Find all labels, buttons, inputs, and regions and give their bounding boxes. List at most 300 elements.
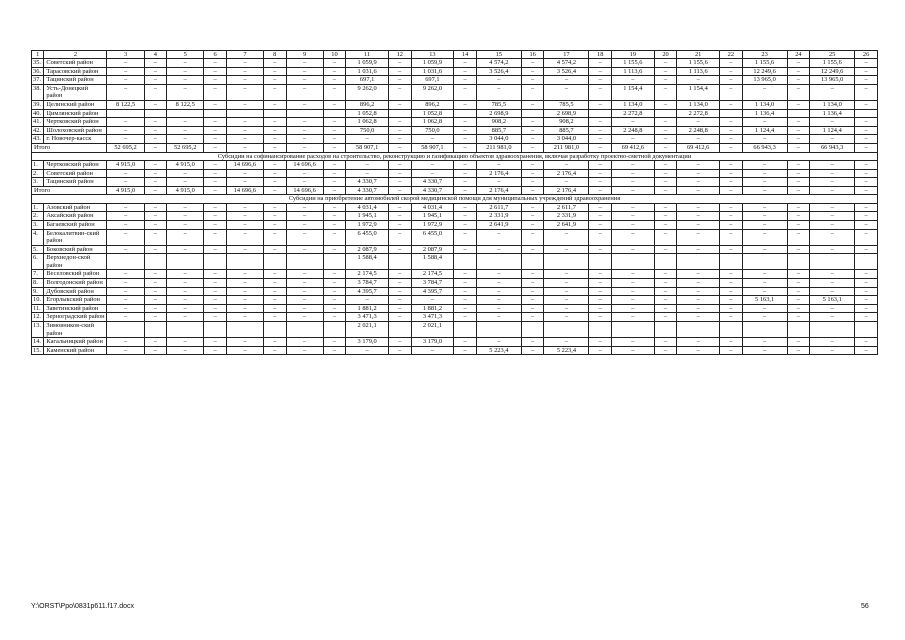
value-cell: 750,0 <box>411 126 454 135</box>
value-cell: – <box>107 346 144 355</box>
value-cell: – <box>720 245 743 254</box>
value-cell: – <box>226 346 263 355</box>
table-row <box>32 100 878 109</box>
value-cell: – <box>167 118 204 127</box>
value-cell <box>204 254 227 270</box>
total-row <box>32 143 878 152</box>
table-row <box>32 84 878 100</box>
value-cell: – <box>167 296 204 305</box>
value-cell: 896,2 <box>411 100 454 109</box>
value-cell <box>544 254 589 270</box>
value-cell: – <box>454 245 477 254</box>
value-cell: – <box>167 279 204 288</box>
value-cell: – <box>144 59 167 68</box>
row-number: 14. <box>32 338 44 347</box>
district-name: Усть-Донецкий район <box>44 84 107 100</box>
value-cell: 1 881,2 <box>411 304 454 313</box>
value-cell: – <box>323 287 346 296</box>
value-cell: – <box>720 100 743 109</box>
row-number: 2. <box>32 169 44 178</box>
value-cell: – <box>855 229 878 245</box>
value-cell: – <box>855 59 878 68</box>
value-cell: – <box>611 76 654 85</box>
table-row <box>32 203 878 212</box>
value-cell: 2 176,4 <box>544 186 589 195</box>
value-cell: – <box>264 126 287 135</box>
value-cell: – <box>787 100 810 109</box>
value-cell: – <box>521 279 544 288</box>
value-cell: – <box>204 212 227 221</box>
value-cell: – <box>544 304 589 313</box>
value-cell: – <box>346 160 389 169</box>
value-cell: – <box>742 212 787 221</box>
value-cell: – <box>226 338 263 347</box>
value-cell: – <box>389 178 412 187</box>
value-cell: – <box>742 178 787 187</box>
value-cell: – <box>264 67 287 76</box>
value-cell: – <box>589 287 612 296</box>
value-cell: – <box>855 100 878 109</box>
value-cell: – <box>454 313 477 322</box>
table-row <box>32 118 878 127</box>
value-cell: – <box>389 67 412 76</box>
value-cell <box>810 254 855 270</box>
value-cell: – <box>204 135 227 144</box>
value-cell: 1 155,6 <box>810 59 855 68</box>
value-cell: – <box>589 67 612 76</box>
value-cell: – <box>323 169 346 178</box>
value-cell: – <box>323 160 346 169</box>
value-cell: 2 248,8 <box>611 126 654 135</box>
value-cell: – <box>810 135 855 144</box>
value-cell: – <box>454 186 477 195</box>
value-cell: – <box>226 203 263 212</box>
value-cell: – <box>787 135 810 144</box>
table-row <box>32 76 878 85</box>
value-cell: – <box>677 178 720 187</box>
value-cell: – <box>389 346 412 355</box>
value-cell: – <box>787 118 810 127</box>
value-cell: – <box>264 296 287 305</box>
value-cell <box>544 322 589 338</box>
value-cell: – <box>787 169 810 178</box>
row-number: 2. <box>32 212 44 221</box>
value-cell <box>389 254 412 270</box>
value-cell <box>286 322 323 338</box>
value-cell: – <box>226 287 263 296</box>
value-cell: – <box>226 296 263 305</box>
value-cell: – <box>389 270 412 279</box>
value-cell: – <box>454 279 477 288</box>
value-cell: – <box>810 346 855 355</box>
value-cell: – <box>787 296 810 305</box>
value-cell: – <box>167 59 204 68</box>
value-cell: – <box>454 212 477 221</box>
value-cell: – <box>742 169 787 178</box>
value-cell: – <box>654 186 677 195</box>
value-cell: 2 272,8 <box>611 109 654 118</box>
value-cell: – <box>389 313 412 322</box>
value-cell: – <box>654 220 677 229</box>
value-cell: – <box>787 203 810 212</box>
value-cell: – <box>720 212 743 221</box>
value-cell: 6 455,0 <box>411 229 454 245</box>
value-cell: 5 223,4 <box>544 346 589 355</box>
value-cell: – <box>389 84 412 100</box>
value-cell: – <box>144 143 167 152</box>
value-cell: 2 176,4 <box>476 169 521 178</box>
value-cell: – <box>589 84 612 100</box>
value-cell: – <box>286 169 323 178</box>
value-cell: – <box>346 296 389 305</box>
value-cell <box>521 322 544 338</box>
value-cell <box>167 109 204 118</box>
value-cell: – <box>411 346 454 355</box>
district-name: Чертковский район <box>44 160 107 169</box>
value-cell: – <box>454 346 477 355</box>
value-cell: – <box>787 287 810 296</box>
value-cell: – <box>742 270 787 279</box>
value-cell <box>323 254 346 270</box>
column-number-header: 25 <box>810 51 855 59</box>
value-cell: – <box>589 270 612 279</box>
value-cell: 5 163,1 <box>810 296 855 305</box>
value-cell <box>323 322 346 338</box>
value-cell: – <box>787 84 810 100</box>
district-name: Волгодонский район <box>44 279 107 288</box>
value-cell: – <box>107 169 144 178</box>
value-cell: – <box>411 169 454 178</box>
value-cell <box>107 322 144 338</box>
footer-page-number: 56 <box>861 603 869 610</box>
row-number: 10. <box>32 296 44 305</box>
value-cell: 1 588,4 <box>411 254 454 270</box>
value-cell: – <box>654 100 677 109</box>
value-cell: – <box>144 229 167 245</box>
value-cell: 1 031,6 <box>346 67 389 76</box>
value-cell: – <box>286 296 323 305</box>
row-number: 6. <box>32 254 44 270</box>
value-cell: – <box>323 59 346 68</box>
value-cell: – <box>144 270 167 279</box>
value-cell: – <box>654 296 677 305</box>
value-cell: – <box>167 346 204 355</box>
value-cell <box>654 322 677 338</box>
value-cell: – <box>810 118 855 127</box>
value-cell: – <box>544 229 589 245</box>
value-cell: – <box>107 229 144 245</box>
value-cell: – <box>521 186 544 195</box>
value-cell: – <box>454 229 477 245</box>
value-cell: – <box>346 169 389 178</box>
value-cell: – <box>611 229 654 245</box>
value-cell: – <box>476 279 521 288</box>
value-cell: – <box>204 186 227 195</box>
value-cell: – <box>677 229 720 245</box>
district-name: Зерноградский район <box>44 313 107 322</box>
value-cell: 785,5 <box>544 100 589 109</box>
value-cell: – <box>654 84 677 100</box>
district-name: Шолоховский район <box>44 126 107 135</box>
section-heading-row <box>32 195 878 203</box>
value-cell: – <box>323 100 346 109</box>
value-cell: – <box>144 126 167 135</box>
value-cell: 1 972,9 <box>346 220 389 229</box>
value-cell: – <box>389 296 412 305</box>
value-cell: 1 972,9 <box>411 220 454 229</box>
value-cell: – <box>810 186 855 195</box>
value-cell: – <box>454 135 477 144</box>
value-cell: – <box>855 212 878 221</box>
value-cell: 66 943,3 <box>742 143 787 152</box>
value-cell <box>167 254 204 270</box>
value-cell: – <box>742 346 787 355</box>
value-cell <box>286 109 323 118</box>
value-cell <box>677 322 720 338</box>
value-cell: 2 248,8 <box>677 126 720 135</box>
value-cell: – <box>144 338 167 347</box>
column-number-header: 12 <box>389 51 412 59</box>
row-number: 40. <box>32 109 44 118</box>
value-cell: – <box>589 304 612 313</box>
table-row <box>32 126 878 135</box>
value-cell: – <box>107 245 144 254</box>
value-cell: 2 087,9 <box>411 245 454 254</box>
value-cell: – <box>855 338 878 347</box>
district-name: Кагальницкий район <box>44 338 107 347</box>
value-cell: – <box>346 346 389 355</box>
value-cell: 3 179,0 <box>346 338 389 347</box>
value-cell: – <box>787 126 810 135</box>
value-cell: – <box>855 220 878 229</box>
value-cell: – <box>107 296 144 305</box>
table-row <box>32 160 878 169</box>
value-cell: – <box>144 169 167 178</box>
value-cell: 908,2 <box>476 118 521 127</box>
value-cell: 2 331,9 <box>476 212 521 221</box>
value-cell: – <box>855 169 878 178</box>
value-cell: – <box>204 304 227 313</box>
value-cell: – <box>521 100 544 109</box>
value-cell: 2 174,5 <box>346 270 389 279</box>
table-row <box>32 67 878 76</box>
value-cell: – <box>286 287 323 296</box>
value-cell: – <box>855 126 878 135</box>
value-cell: – <box>677 160 720 169</box>
value-cell: – <box>264 59 287 68</box>
value-cell: – <box>720 279 743 288</box>
value-cell: – <box>855 304 878 313</box>
value-cell: – <box>476 287 521 296</box>
value-cell: 3 044,0 <box>544 135 589 144</box>
value-cell: – <box>389 245 412 254</box>
column-number-header: 18 <box>589 51 612 59</box>
column-number-header: 11 <box>346 51 389 59</box>
value-cell: – <box>144 160 167 169</box>
column-number-header: 10 <box>323 51 346 59</box>
value-cell <box>264 254 287 270</box>
value-cell: – <box>144 212 167 221</box>
value-cell: – <box>787 270 810 279</box>
value-cell: – <box>323 304 346 313</box>
row-number: 9. <box>32 287 44 296</box>
value-cell: – <box>589 100 612 109</box>
value-cell: – <box>286 212 323 221</box>
value-cell <box>144 109 167 118</box>
value-cell: – <box>323 229 346 245</box>
value-cell: – <box>411 296 454 305</box>
value-cell: – <box>454 59 477 68</box>
row-number: 15. <box>32 346 44 355</box>
table-row <box>32 296 878 305</box>
value-cell: 2 331,9 <box>544 212 589 221</box>
value-cell <box>144 322 167 338</box>
value-cell: – <box>144 100 167 109</box>
value-cell: – <box>107 304 144 313</box>
value-cell: – <box>204 229 227 245</box>
value-cell: – <box>654 346 677 355</box>
value-cell: – <box>611 270 654 279</box>
value-cell: – <box>144 135 167 144</box>
value-cell: – <box>810 84 855 100</box>
value-cell: – <box>720 346 743 355</box>
value-cell: 1 154,4 <box>677 84 720 100</box>
table-row <box>32 279 878 288</box>
value-cell: – <box>107 220 144 229</box>
district-name: Целинский район <box>44 100 107 109</box>
value-cell: – <box>855 76 878 85</box>
value-cell: 3 784,7 <box>346 279 389 288</box>
value-cell: – <box>204 67 227 76</box>
value-cell <box>389 322 412 338</box>
column-number-header: 1 <box>32 51 44 59</box>
value-cell: – <box>810 270 855 279</box>
value-cell: – <box>742 160 787 169</box>
value-cell: – <box>742 203 787 212</box>
value-cell: – <box>810 245 855 254</box>
value-cell <box>720 254 743 270</box>
value-cell: 1 134,0 <box>742 100 787 109</box>
value-cell: 52 695,2 <box>107 143 144 152</box>
value-cell: – <box>855 118 878 127</box>
row-number: 36. <box>32 67 44 76</box>
table-row <box>32 178 878 187</box>
value-cell: – <box>286 100 323 109</box>
value-cell: 13 965,0 <box>742 76 787 85</box>
value-cell: – <box>107 76 144 85</box>
value-cell: – <box>107 126 144 135</box>
value-cell: – <box>226 212 263 221</box>
value-cell: – <box>654 178 677 187</box>
value-cell: 1 134,0 <box>677 100 720 109</box>
value-cell: – <box>454 76 477 85</box>
row-number: 3. <box>32 220 44 229</box>
value-cell: – <box>611 135 654 144</box>
value-cell: – <box>544 76 589 85</box>
value-cell: – <box>226 118 263 127</box>
value-cell: – <box>787 279 810 288</box>
value-cell <box>787 109 810 118</box>
value-cell: – <box>264 279 287 288</box>
value-cell: – <box>323 76 346 85</box>
table-row <box>32 287 878 296</box>
value-cell: – <box>855 296 878 305</box>
value-cell: – <box>611 118 654 127</box>
value-cell: 14 696,6 <box>286 186 323 195</box>
column-number-header: 4 <box>144 51 167 59</box>
value-cell: – <box>226 67 263 76</box>
value-cell: – <box>787 245 810 254</box>
value-cell: – <box>454 126 477 135</box>
value-cell: – <box>810 178 855 187</box>
row-number: 43. <box>32 135 44 144</box>
value-cell: – <box>144 304 167 313</box>
value-cell <box>107 254 144 270</box>
value-cell <box>611 322 654 338</box>
column-number-header: 22 <box>720 51 743 59</box>
value-cell: – <box>226 229 263 245</box>
value-cell: – <box>107 203 144 212</box>
value-cell: – <box>521 296 544 305</box>
value-cell: – <box>611 203 654 212</box>
column-number-header: 19 <box>611 51 654 59</box>
table-row <box>32 270 878 279</box>
value-cell <box>389 109 412 118</box>
value-cell: – <box>454 169 477 178</box>
column-number-header: 13 <box>411 51 454 59</box>
value-cell: – <box>476 178 521 187</box>
value-cell: – <box>107 84 144 100</box>
value-cell <box>720 109 743 118</box>
value-cell: – <box>589 135 612 144</box>
value-cell: 69 412,6 <box>677 143 720 152</box>
value-cell: – <box>323 135 346 144</box>
value-cell: – <box>144 76 167 85</box>
value-cell: – <box>720 338 743 347</box>
value-cell: 885,7 <box>476 126 521 135</box>
value-cell: – <box>787 160 810 169</box>
value-cell <box>677 254 720 270</box>
value-cell: – <box>167 76 204 85</box>
table-row <box>32 346 878 355</box>
value-cell: – <box>454 143 477 152</box>
value-cell: 1 052,8 <box>411 109 454 118</box>
value-cell: – <box>144 245 167 254</box>
value-cell: 2 611,7 <box>544 203 589 212</box>
value-cell: – <box>855 178 878 187</box>
value-cell <box>323 109 346 118</box>
district-name: Белокалитвин-ский район <box>44 229 107 245</box>
value-cell: – <box>144 220 167 229</box>
value-cell: – <box>720 135 743 144</box>
value-cell: – <box>323 84 346 100</box>
value-cell: – <box>226 100 263 109</box>
value-cell: – <box>323 296 346 305</box>
district-name: Зимовников-ский район <box>44 322 107 338</box>
value-cell: 1 588,4 <box>346 254 389 270</box>
value-cell: – <box>264 338 287 347</box>
value-cell: – <box>677 186 720 195</box>
value-cell: – <box>589 160 612 169</box>
value-cell: 4 915,0 <box>107 160 144 169</box>
value-cell <box>810 322 855 338</box>
value-cell: 2 021,1 <box>411 322 454 338</box>
section-heading: Субсидии на софинансирование расходов на строительство, реконструкцию и газификацию объектов здравоохранения, включая разработку проектно-сметной документации <box>32 152 878 160</box>
value-cell: – <box>654 135 677 144</box>
value-cell: – <box>742 220 787 229</box>
value-cell: – <box>476 84 521 100</box>
table-row <box>32 135 878 144</box>
